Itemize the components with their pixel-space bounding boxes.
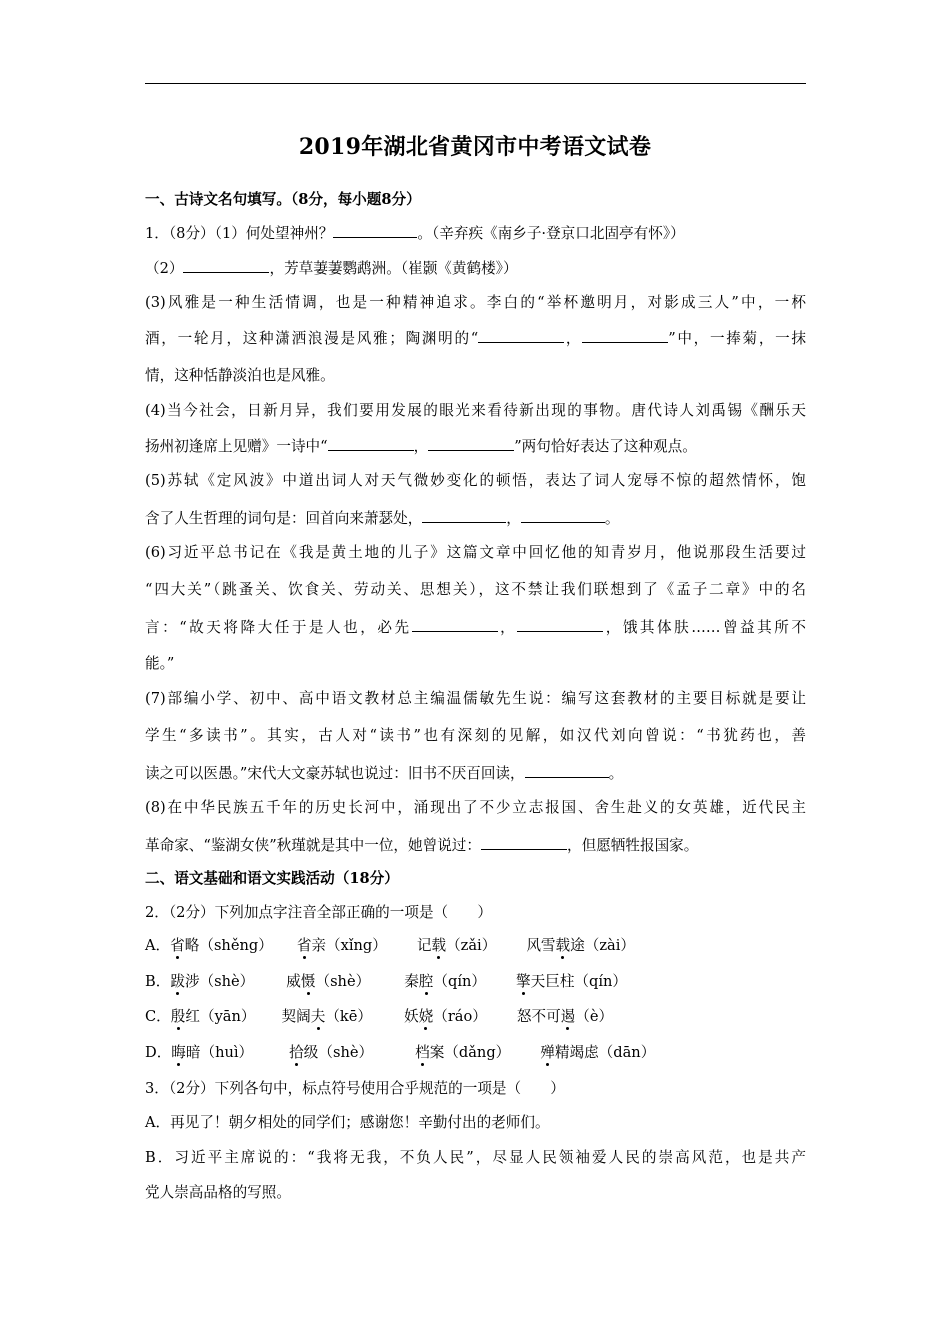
answer-blank[interactable] bbox=[422, 508, 506, 523]
q1-p4-line-2: 扬州初逢席上见赠》一诗中“ ， ”两句恰好表达了这种观点。 bbox=[145, 438, 697, 455]
q1-p3-line-1: (3)风雅是一种生活情调，也是一种精神追求。李白的“举杯邀明月，对影成三人”中，一杯 bbox=[145, 294, 806, 311]
q1-p6-line-4: 能。” bbox=[145, 655, 175, 672]
answer-blank[interactable] bbox=[525, 763, 609, 778]
q2-stem: 2．（2分）下列加点字注音全部正确的一项是（ ） bbox=[145, 904, 492, 921]
q1-p7-line-1: (7)部编小学、初中、高中语文教材总主编温儒敏先生说：编写这套教材的主要目标就是要让 bbox=[145, 690, 806, 707]
answer-blank[interactable] bbox=[183, 258, 269, 273]
q1-p8-line-1: (8)在中华民族五千年的历史长河中，涌现出了不少立志报国、舍生赴义的女英雄，近代民主 bbox=[145, 799, 806, 816]
top-divider bbox=[145, 83, 806, 84]
section-heading-2: 二、语文基础和语文实践活动（18分） bbox=[145, 870, 399, 887]
q1-p6-line-1: (6)习近平总书记在《我是黄土地的儿子》这篇文章中回忆他的知青岁月，他说那段生活要过 bbox=[145, 544, 806, 561]
q3-stem: 3．（2分）下列各句中，标点符号使用合乎规范的一项是（ ） bbox=[145, 1080, 565, 1097]
answer-blank[interactable] bbox=[412, 617, 498, 632]
answer-blank[interactable] bbox=[582, 328, 668, 343]
answer-blank[interactable] bbox=[521, 508, 605, 523]
answer-blank[interactable] bbox=[517, 617, 603, 632]
answer-blank[interactable] bbox=[333, 223, 417, 238]
q1-p5-line-2: 含了人生哲理的词句是：回首向来萧瑟处， ， 。 bbox=[145, 510, 620, 527]
q3-option-b-line-1[interactable]: B．习近平主席说的：“我将无我，不负人民”，尽显人民领袖爱人民的崇高风范，也是共产 bbox=[145, 1149, 806, 1166]
answer-blank[interactable] bbox=[481, 835, 567, 850]
q3-option-b-line-2: 党人崇高品格的写照。 bbox=[145, 1184, 291, 1201]
q1-p8-line-2: 革命家、“鉴湖女侠”秋瑾就是其中一位，她曾说过： ，但愿牺牲报国家。 bbox=[145, 837, 699, 854]
q3-option-a[interactable]: A．再见了！朝夕相处的同学们；感谢您！辛勤付出的老师们。 bbox=[145, 1114, 550, 1131]
q1-p3-line-3: 情，这种恬静淡泊也是风雅。 bbox=[145, 367, 335, 384]
q1-p7-line-3: 读之可以医愚。”宋代大文豪苏轼也说过：旧书不厌百回读， 。 bbox=[145, 765, 624, 782]
q2-option-a[interactable]: A．省略（shěng） 省亲（xǐng） 记载（zǎi） 风雪载途（zài） bbox=[145, 937, 635, 954]
section-heading-1: 一、古诗文名句填写。（8分，每小题8分） bbox=[145, 191, 421, 208]
answer-blank[interactable] bbox=[478, 328, 564, 343]
q2-option-c[interactable]: C．殷红（yān） 契阔夫（kē） 妖娆（ráo） 怒不可遏（è） bbox=[145, 1008, 614, 1025]
q1-p5-line-1: (5)苏轼《定风波》中道出词人对天气微妙变化的顿悟，表达了词人宠辱不惊的超然情怀，饱 bbox=[145, 472, 806, 489]
q1-p4-line-1: (4)当今社会，日新月异，我们要用发展的眼光来看待新出现的事物。唐代诗人刘禹锡《酬乐天 bbox=[145, 402, 806, 419]
q1-line-2: （2） ，芳草萋萋鹦鹉洲。（崔颢《黄鹤楼》） bbox=[145, 260, 518, 277]
q2-option-b[interactable]: B．跋涉（shè） 威慑（shè） 秦腔（qín） 擎天巨柱（qín） bbox=[145, 973, 628, 990]
q1-p3-line-2: 酒，一轮月，这种潇洒浪漫是风雅；陶渊明的“ ， ”中，一捧菊，一抹 bbox=[145, 330, 806, 347]
q1-p6-line-3: 言：“故天将降大任于是人也，必先 ， ，饿其体肤……曾益其所不 bbox=[145, 619, 806, 636]
page-title: 2019年湖北省黄冈市中考语文试卷 bbox=[298, 134, 652, 160]
answer-blank[interactable] bbox=[328, 436, 414, 451]
q1-p6-line-2: “四大关”（跳蚤关、饮食关、劳动关、思想关），这不禁让我们联想到了《孟子二章》中的名 bbox=[145, 581, 806, 598]
q1-p7-line-2: 学生“多读书”。其实，古人对“读书”也有深刻的见解，如汉代刘向曾说：“书犹药也，善 bbox=[145, 727, 806, 744]
q1-line-1: 1．（8分）（1）何处望神州？ 。（辛弃疾《南乡子·登京口北固亭有怀》） bbox=[145, 225, 685, 242]
answer-blank[interactable] bbox=[428, 436, 514, 451]
q2-option-d[interactable]: D．晦暗（huì） 拾级（shè） 档案（dǎng） 殚精竭虑（dān） bbox=[145, 1044, 656, 1061]
